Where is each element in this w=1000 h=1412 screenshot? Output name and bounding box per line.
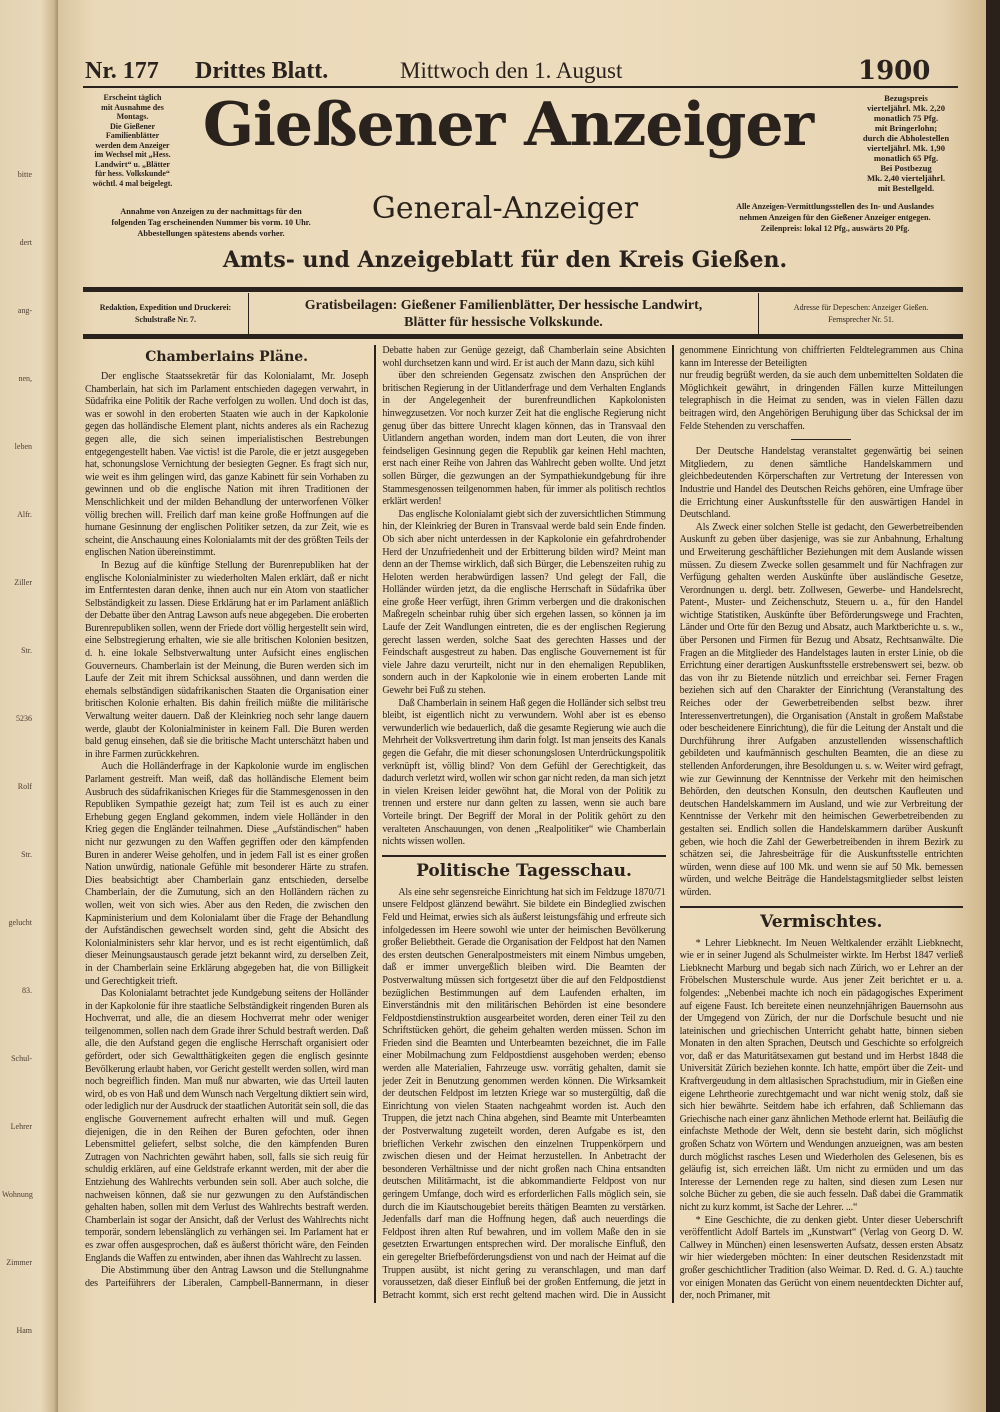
paragraph: Auch die Holländerfrage in der Kapkolonie wurde im englischen Parlament gestreift. Man weiß, daß das holländische Element beim Ausbruch des südafrikanischen Krieges für die Stammesgenossen in den Republiken Sympathie gezeigt hat; zum Teil ist es auch zu einer Erhebung gegen England gekommen, indem viele Holländer in den Krieg gegen die Engländer teilnahmen. Diese „Aufständischen“ haben nicht nur gezwungen zu den Waffen gegriffen oder den kämpfenden Buren in anderer Weise geholfen, und in jedem Fall ist es einer großen Nation unwürdig, nationale Gefühle mit besonderer Härte zu strafen. Dies beabsichtigt aber Chamberlain ganz entschieden, derselbe Chamberlain, der die Zumutung, sich an den Holländern rächen zu wollen, weit von sich wies. Aber aus den Reden, die zwischen den Kapministerium und dem Kolonialamt über die Frage der Behandlung der Aufständischen gewechselt worden sind, geht die Absicht des Kolonialministers sehr klar hervor, und es ist recht eigentümlich, daß dieser Meinungsaustausch gerade jetzt bekannt wird, zu derselben Zeit, in der Chamberlain seine Erklärung abgegeben hat, die von Billigkeit und Gerechtigkeit trieft. <box>85 761 369 987</box>
newspaper-page <box>58 0 988 1412</box>
article-columns <box>85 345 963 1303</box>
band-top-rule <box>83 287 963 292</box>
info-line: Landwirt“ u. „Blätter <box>95 159 170 169</box>
band-text <box>794 302 928 326</box>
margin-fragment: Alfr. <box>17 510 32 519</box>
masthead-title: Gießener Anzeiger <box>202 90 814 160</box>
margin-fragment: Str. <box>21 850 32 859</box>
margin-fragment: Rolf <box>17 782 32 791</box>
info-line: Zeilenpreis: lokal 12 Pfg., auswärts 20 Pfg. <box>760 224 910 233</box>
price-line: vierteljährl. Mk. 2,20 <box>866 103 946 113</box>
info-line: mit Ausnahme des <box>101 102 164 112</box>
free-supplements <box>249 293 758 334</box>
subscription-price-box <box>848 93 964 193</box>
issue-year: 1900 <box>858 56 931 86</box>
paragraph: über den schreienden Gegensatz zwischen den Ansprüchen der britischen Regierung in der Uitlanderfrage und dem Verhalten Englands in der Angelegenheit der burenfreundlichen Kapkolonisten hinwegzusetzen. Vor noch kurzer Zeit hat die englische Regierung nicht genug über das bittere Unrecht klagen können, das in Transvaal den Uitlandern angethan worden, indem man dort Leuten, die von ihrer feindseligen Gesinnung gegen die Republik gar keinen Hehl machten, erst nach einer Reihe von Jahren das Wahlrecht geben wollte. Und jetzt sollen Bürger, die gezwungen an der Sympathiekundgebung für ihre Stammesgenossen teilgenommen haben, für immer als politisch rechtlos erklärt werden! <box>382 370 666 508</box>
margin-fragment: Lehrer <box>10 1122 32 1131</box>
page-edge-shadow <box>986 0 1000 1412</box>
header-rule <box>83 86 958 88</box>
article-body <box>382 370 665 849</box>
price-line: monatlich 65 Pfg. <box>873 153 939 163</box>
band-line: Gratisbeilagen: Gießener Familienblätter, Der hessische Landwirt, <box>304 297 703 313</box>
article-body <box>680 446 963 899</box>
info-line: Alle Anzeigen-Vermittlungsstellen des In- und Auslandes <box>736 202 934 211</box>
section-title-tagesschau: Politische Tagesschau. <box>416 860 632 881</box>
price-line: Mk. 2,40 vierteljährl. <box>866 173 946 183</box>
section-rule <box>382 855 665 857</box>
band-line: Fernsprecher Nr. 51. <box>828 314 894 324</box>
article-lead: nur freudig begrüßt werden, da sie auch dem unbemittelten Soldaten die Möglichkeit gewährt, in dringenden Fällen kurze Mitteilungen telegraphisch in die Heimat zu senden, was in vielen Fällen dazu beitragen wird, den Angehörigen Beruhigung über das Schicksal der im Felde Stehenden zu verschaffen. <box>679 370 963 432</box>
margin-fragment: Schul- <box>11 1054 32 1063</box>
margin-fragment: gelucht <box>8 918 32 927</box>
band-text <box>305 297 703 331</box>
info-line: folgenden Tag erscheinenden Nummer bis vorm. 10 Uhr. <box>111 218 311 227</box>
section-title-vermischtes: Vermischtes. <box>760 911 883 932</box>
publication-info-box <box>85 93 180 188</box>
margin-fragment: Zimmer <box>6 1258 32 1267</box>
info-line: Familienblätter <box>105 131 160 140</box>
ad-rates-info <box>706 201 964 234</box>
paragraph: Als eine sehr segensreiche Einrichtung hat sich im Feldzuge 1870/71 unsere Feldpost glänzend bewährt. Sie bildete ein Bindeglied zwischen Feld und Heimat, erwies sich als äußerst leistungsfähig und erfreute sich infolgedessen im Heere sowohl wie unter der heimischen Bevölkerung großer Beliebtheit. Gerade die Organisation der Feldpost hat den Namen des ersten deutschen Generalpostmeisters mit einem Nimbus umgeben, daß er immer unvergeßlich bleiben wird. Die Beamten der Postverwaltung müssen sich fortgesetzt über die auf den Feldpostdienst bezüglichen Bestimmungen auf dem Laufenden erhalten, im Einverständnis mit den militärischen Behörden ist eine besondere Feldpostdienstinstruktion ausgearbeitet worden, deren einer Teil zu den Schriftstücken gehört, die geheim gehalten werden müssen. Schon im Frieden sind die Beamten und Unterbeamten bezeichnet, die im Falle einer Mobilmachung zum Feldpostdienst ausgehoben werden; ebenso werden alle Materialien, Fahrzeuge usw. vorrätig gehalten, damit sie jeder Zeit in Benutzung genommen werden können. Die Wirksamkeit der deutschen Feldpost im letzten Kriege war so mustergültig, daß die Einrichtung von vielen Staaten nachgeahmt worden ist. Auch den Truppen, die jetzt nach China abgehen, sind Beamte mit Unterbeamten der Postverwaltung zugeteilt worden, deren Aufgabe es ist, den brieflichen Verkehr zwischen den einzelnen Truppenkörpern und zwischen diesen und der Heimat herzustellen. In Anbetracht der besonderen Verhältnisse und der nicht großen nach China entsandten deutschen Militärmacht, ist die abkommandierte Feldpost von nur geringem Umfange, doch wird es erforderlichen Falls möglich sein, sie durch die im Kiautschougebiet bereits thätigen Beamten zu verstärken. Jedenfalls darf man die Hoffnung hegen, daß auch neuerdings die Feldpost ihren alten Ruf bewahren, und im vollem Maße den in sie gesetzten Erwartungen entsprechen wird. Der moralische Einfluß, den ein geregelter Briefbeförderungsdienst von und nach der Heimat auf die Truppen ausübt, ist nicht gering zu veranschlagen, und man darf voraussetzen, daß dieser Einfluß bei der großen Entfernung, die jetzt in Betracht kommt, sich erst recht geltend machen wird. Die in Aussicht genommene Einrichtung von chiffrierten Feldtelegrammen aus China kann im Interesse der Beteiligten <box>382 345 963 1301</box>
margin-fragment: 83. <box>22 986 32 995</box>
sheet-label: Drittes Blatt. <box>195 58 329 84</box>
section-rule <box>680 906 963 908</box>
band-line: Blätter für hessische Volkskunde. <box>404 314 603 330</box>
previous-page-edge <box>0 0 58 1412</box>
margin-fragment: Wohnung <box>2 1190 33 1199</box>
band-bottom-rule <box>83 334 963 339</box>
masthead-subtitle: General-Anzeiger <box>371 191 639 226</box>
band-text <box>100 302 231 326</box>
margin-fragment: dert <box>19 238 32 247</box>
info-line: wöchtl. 4 mal beigelegt. <box>92 178 173 188</box>
band-line: Adresse für Depeschen: Anzeiger Gießen. <box>793 302 929 312</box>
margin-fragment: Ziller <box>14 578 32 587</box>
paragraph: Das englische Kolonialamt giebt sich der zuversichtlichen Stimmung hin, der Kleinkrieg der Buren in Transvaal werde bald sein Ende finden. Ob sich aber nicht unterdessen in der Kapkolonie ein gefahrdrohender Herd der Unzufriedenheit und der Erbitterung bilden wird? Meint man denn an der Themse wirklich, daß sich Bürger, die Lebenszeiten ruhig zu Heloten werden herabwürdigen lassen? Und gelegt der Fall, die Holländer würden jetzt, da die englische Herrschaft in Südafrika über eine große Heer verfügt, ihren Grimm verbergen und die drakonischen Maßregeln scheinbar ruhig über sich ergehen lassen, so können ja im Laufe der Zeit Wandlungen eintreten, die es der englischen Regierung gerecht lassen werden, solche Saat des gerechten Hasses und der Feindschaft ausgestreut zu haben. Das englische Gouvernement ist für viele Jahre dazu verurteilt, nicht nur in den ehemaligen Republiken, sondern auch in der Kapkolonie wie in einem eroberten Lande mit Gewehr bei Fuß zu stehen. <box>382 508 666 697</box>
masthead-tagline: Amts- und Anzeigeblatt für den Kreis Gießen. <box>222 247 788 273</box>
price-line: monatlich 75 Pfg. <box>873 113 939 123</box>
paragraph: * Lehrer Liebknecht. Im Neuen Weltkalender erzählt Liebknecht, wie er in seiner Jugend als Schulmeister wirkte. Im Herbst 1847 verließ Liebknecht Marburg und begab sich nach Zürich, wo er Lehrer an der Fröbelschen Musterschule wurde. Aus jener Zeit berichtet er u. a. folgendes: „Nebenbei machte ich noch ein pädagogisches Experiment auf eigene Faust. Ich bereitete einen neunzehnjährigen Bauernsohn aus der Umgegend von Zürich, der nur die Dorfschule besucht und nie lateinischen und griechischen Unterricht gehabt hatte, binnen sieben Monaten in den alten Sprachen, Deutsch und Geschichte so erfolgreich vor, daß er das Maturitätsexamen gut bestand und im Herbst 1848 die Universität Zürich beziehen konnte. Ich hatte, empört über die Zeit- und Kraftvergeudung in dem altlasischen Sprachstudium, mir in Gießen eine eigene Lehrtheorie zurechtgemacht und war nicht wenig stolz, daß sie sich hier bewährte. Seitdem habe ich erfahren, daß Schliemann das Griechische nach einer ganz ähnlichen Methode erlernt hat. Beiläufig die einfachste Methode der Welt, denn sie besteht darin, sich möglichst großen Schatz von Wörtern und Wendungen anzueignen, was am besten durch möglichst rasches Lesen und Wiederholen des Gelesenen, bis es geläufig ist, sich erreichen läßt. Um nicht zu ermüden und um das Interesse der Lernenden rege zu halten, sind diesen zum Lesen nur solche Bücher zu geben, die sie auch fesseln. Daß dabei die Grammatik nicht zu kurz kommt, ist Sache der Lehrer. ...“ <box>679 937 963 1213</box>
info-line: Erscheint täglich <box>103 93 162 102</box>
telegraph-address <box>759 293 963 334</box>
margin-fragment: nen, <box>18 374 32 383</box>
issue-date: Mittwoch den 1. August <box>400 58 623 83</box>
price-line: Bezugspreis <box>884 93 928 103</box>
info-line: Abbestellungen spätestens abends vorher. <box>137 229 285 238</box>
info-line: Die Gießener <box>109 121 156 131</box>
ad-deadline-info <box>85 206 337 239</box>
margin-fragment: ang- <box>17 306 32 315</box>
paragraph: Der Deutsche Handelstag veranstaltet gegenwärtig bei seinen Mitgliedern, zu denen sämtliche Handelskammern und gleichbedeutenden Körperschaften zur Vertretung der Interessen von Industrie und Handel des Deutschen Reichs gehören, eine Umfrage über die Errichtung einer Auskunftsstelle für den auswärtigen Handel in Deutschland. <box>679 446 963 521</box>
margin-fragment: Ham <box>16 1326 32 1335</box>
info-line: Annahme von Anzeigen zu der nachmittags für den <box>120 207 302 216</box>
editorial-address <box>83 293 248 334</box>
paragraph: In Bezug auf die künftige Stellung der Burenrepubliken hat der englische Kolonialminister zu wiederholten Malen erklärt, daß er nicht im Entferntesten daran denke, ihnen auch nur ein Atom von staatlicher Selbständigkeit zu lassen. Diese Erklärung hat er im Parlament anläßlich der Debatte über den Antrag Lawson aufs neue abgegeben. Die eroberten Burenrepubliken sollen, wenn der Friede dort völlig hergestellt sein wird, eine Selbstregierung erhalten, wie sie alle britischen Kolonien besitzen, d. h. eine lokale Selbstverwaltung unter Aufsicht eines englischen Gouverneurs. Chamberlain ist der Meinung, die Buren werden sich im Laufe der Zeit mit ihrem Schicksal aussöhnen, und dann werden die ehemals selbständigen südafrikanischen Staaten die Organisation einer britischen Kolonie erhalten. Bis dahin freilich müßte die militärische Verwaltung weiter dauern. Daß der Kleinkrieg noch sehr lange dauern werde, glaubt der Kolonialminister in keinem Fall. Die Buren werden bald genug einsehen, daß sie die britische Macht unterschätzt haben und in ihre Farmen zurückkehren. <box>85 559 369 760</box>
price-line: Bei Postbezug <box>880 163 932 173</box>
margin-fragment: 5236 <box>16 714 32 723</box>
issue-number: Nr. 177 <box>85 58 159 84</box>
info-line: im Wechsel mit „Hess. <box>94 150 171 159</box>
band-line: Redaktion, Expedition und Druckerei: <box>99 302 232 312</box>
article-body <box>680 938 963 1303</box>
paragraph: Der englische Staatssekretär für das Kolonialamt, Mr. Joseph Chamberlain, hat sich im Parlament entschieden dagegen verwahrt, in Südafrika eine Politik der Rache verfolgen zu wollen. Und doch ist das, was er sowohl in den eroberten Staaten wie auch in der Kapkolonie gegen das holländische Element plant, nichts anderes als ein Rachezug gegen alle, die sich seinen imperialistischen Bestrebungen entgegengestellt haben. Vae victis! ist die Parole, die er jetzt ausgegeben hat, schonungslose Vernichtung der besiegten Gegner. Es fragt sich nur, wie weit es ihm gelingen wird, das ganze Kabinett für sein Vorhaben zu gewinnen und ob die englische Nation mit ihren Traditionen der Menschlichkeit und der milden Behandlung der unterworfenen Völker völlig brechen will. Freilich darf man keine große Hoffnungen auf die humane Gesinnung der englischen Politiker setzen, da zur Zeit, wie es scheint, die Anschauung eines Kolonialamts mit der des größten Teils der englischen Nation übereinstimmt. <box>85 371 369 559</box>
price-line: mit Bestellgeld. <box>877 183 935 193</box>
article-divider <box>791 439 851 440</box>
price-line: durch die Abholestellen <box>862 133 950 143</box>
article-title-chamberlain: Chamberlains Pläne. <box>145 349 309 365</box>
margin-fragment: leben <box>14 442 32 451</box>
price-line: vierteljährl. Mk. 1,90 <box>866 143 946 153</box>
paragraph: Das Kolonialamt betrachtet jede Kundgebung seitens der Holländer in der Kapkolonie für ihre staatliche Selbständigkeit ringenden Buren als Hochverrat, und alle, die an diesem Hochverrat mehr oder weniger teilgenommen, sollen nach dem Grade ihrer Schuld bestraft werden. Daß alle, die den Aufstand gegen die englische Herrschaft organisiert oder gefördert, oder sich Gewaltthätigkeiten gegen die englisch gesinnte Bevölkerung erlaubt haben, vor Gericht gestellt werden sollen, wird man noch begreiflich finden. Man muß nur abwarten, wie das Urteil lauten wird, ob es von Haß und dem Wunsch nach Vergeltung diktiert sein wird, oder lediglich nur der Ausdruck der staatlichen Autorität sein soll, die das englische Gouvernement aufrecht erhalten will und muß. Gegen diejenigen, die in den Reihen der Buren gefochten, oder ihnen Lebensmittel geliefert, selbst solche, die den kämpfenden Buren Zutragen von Nachrichten gewährt haben, soll, falls sie sich reuig für schuldig erklären, auf eine Geldstrafe erkannt werden, mit der aber die Entziehung des Wahlrechts verbunden sein soll. Aber auch solche, die nachweisen können, daß sie nur gezwungen zu den Aufständischen gehalten haben, sollen mit dem Verlust des Wahlrechts bestraft werden. Chamberlain ist sogar der Ansicht, daß der Verlust des Wahlrechts nicht temporär, sondern lebenslänglich zu verhängen sei. Im Parlament hat er es zwar offen ausgesprochen, daß es äußerst thöricht wäre, den Feinden Englands die Waffen zu entwinden, aber ihnen das Wahlrecht zu lassen. <box>85 988 369 1264</box>
price-line: mit Bringerlohn; <box>874 123 938 133</box>
band-line: Schulstraße Nr. 7. <box>134 314 197 324</box>
info-line: nehmen Anzeigen für den Gießener Anzeiger entgegen. <box>739 213 931 222</box>
margin-fragment: bitte <box>17 170 32 179</box>
paragraph: Die Abstimmung über den Antrag Lawson und die Stellungnahme des Parteiführers der Liberalen, Campbell-Bannermann, in dieser Debatte haben zur Genüge gezeigt, daß Chamberlain seine Absichten wohl durchsetzen kann und wird. Er ist auch der Mann dazu, sich kühl <box>85 345 666 1289</box>
info-line: für hess. Volkskunde“ <box>95 169 170 178</box>
paragraph: * Eine Geschichte, die zu denken giebt. Unter dieser Ueberschrift veröffentlicht Adolf Bartels im „Kunstwart“ (Verlag von Georg D. W. Callwey in München) einen lesenswerten Aufsatz, dessen ersten Absatz wir hier wiedergeben möchten: In einer deutschen Residenzstadt mit großer geschichtlicher Tradition (also Weimar. D. Red. d. G. A.) tauchte vor einigen Monaten das Gerücht von einem neuentdeckten Dichter auf, der, noch Primaner, mit <box>679 1214 963 1302</box>
info-line: werden dem Anzeiger <box>95 140 170 150</box>
margin-fragment: Str. <box>21 646 32 655</box>
paragraph: Als Zweck einer solchen Stelle ist gedacht, den Gewerbetreibenden Auskunft zu geben über dasjenige, was sie zur Anbahnung, Erhaltung und Erweiterung geschäftlicher Beziehungen mit dem Auslande wissen müssen. Zu diesem Zwecke sollen gesammelt und für Nachfragen zur Verfügung gehalten werden Auskünfte über ausländische Gesetze, Verordnungen u. dergl. betr. Zollwesen, Gewerbe- und Handelsrecht, Patent-, Muster- und Zeichenschutz, Steuern u. a., für den Handel wichtige Statistiken, Auskünfte über Beförderungswege und Frachten, Länder und Orte für den Bezug und Absatz, auch Marktberichte u. s. w., über Personen und Firmen für Bezug und Absatz, Rechtsanwälte. Die Fragen an die Mitglieder des Handelstages lauten in erster Linie, ob die Errichtung einer derartigen Auskunftsstelle erstrebenswert sei, bezw. ob das von ihr zu Bietende nützlich und erreichbar sei. Ferner Fragen beziehen sich auf den Charakter der Einrichtung (Veranstaltung des Reiches oder der Gewerbetreibenden selbst bezw. ihrer Interessenvertretungen), die Organisation (Anstalt in großem Maßstabe oder bescheidenere Einrichtung), die für die Leitung der Anstalt und die Durchführung ihrer Aufgaben anzustellenden wissenschaftlich gebildeten und kaufmännisch geschulten Beamten, die an diese zu stellenden Anforderungen, ihre Besoldungen u. s. w. Weiter wird gefragt, wie zur Gewinnung der Kenntnisse der Verkehr mit den heimischen Behörden, den deutschen Konsuln, den deutschen Kaufleuten und deutschen Handelskammern im Ausland, und wie zur Verbreitung der Kenntnisse der Verkehr mit den heimischen Gewerbetreibenden zu gestalten sei. Endlich sollen die Handelskammern darüber Auskunft geben, wie hoch die Zahl der Gewerbetreibenden in ihrem Bezirk zu schätzen sei, die Jahresbeiträge für die Auskunftsstelle entrichten würden, wenn diese auf 100 Mk. und wenn sie auf 50 Mk. bemessen würden, und welche Beiträge die Handelstagsmitglieder selbst leisten würden. <box>679 521 963 898</box>
paragraph: Daß Chamberlain in seinem Haß gegen die Holländer sich selbst treu bleibt, ist eigentlich nicht zu verwundern. Wohl aber ist es ebenso verwunderlich wie bedauerlich, daß die gesamte Regierung wie auch die Mehrheit der Volksvertretung ihm darin folgt. Ist man jenseits des Kanals gegen die Gefahr, die mit dieser schonungslosen Unterdrückungspolitik verknüpft ist, völlig blind? Von dem Gefühl der Gerechtigkeit, das dadurch verletzt wird, wollen wir schon gar nicht reden, da man sich jetzt in vielen Kreisen leider gewöhnt hat, die Moral von der Politik zu trennen und erstere nur dann gelten zu lassen, wenn sie auch bare Vorteile bringt. Der Begriff der Moral in der Politik gehört zu den veralteten Anschauungen, von denen „Realpolitiker“ wie Chamberlain nichts wissen wollen. <box>382 697 666 848</box>
info-line: Montags. <box>116 112 149 121</box>
